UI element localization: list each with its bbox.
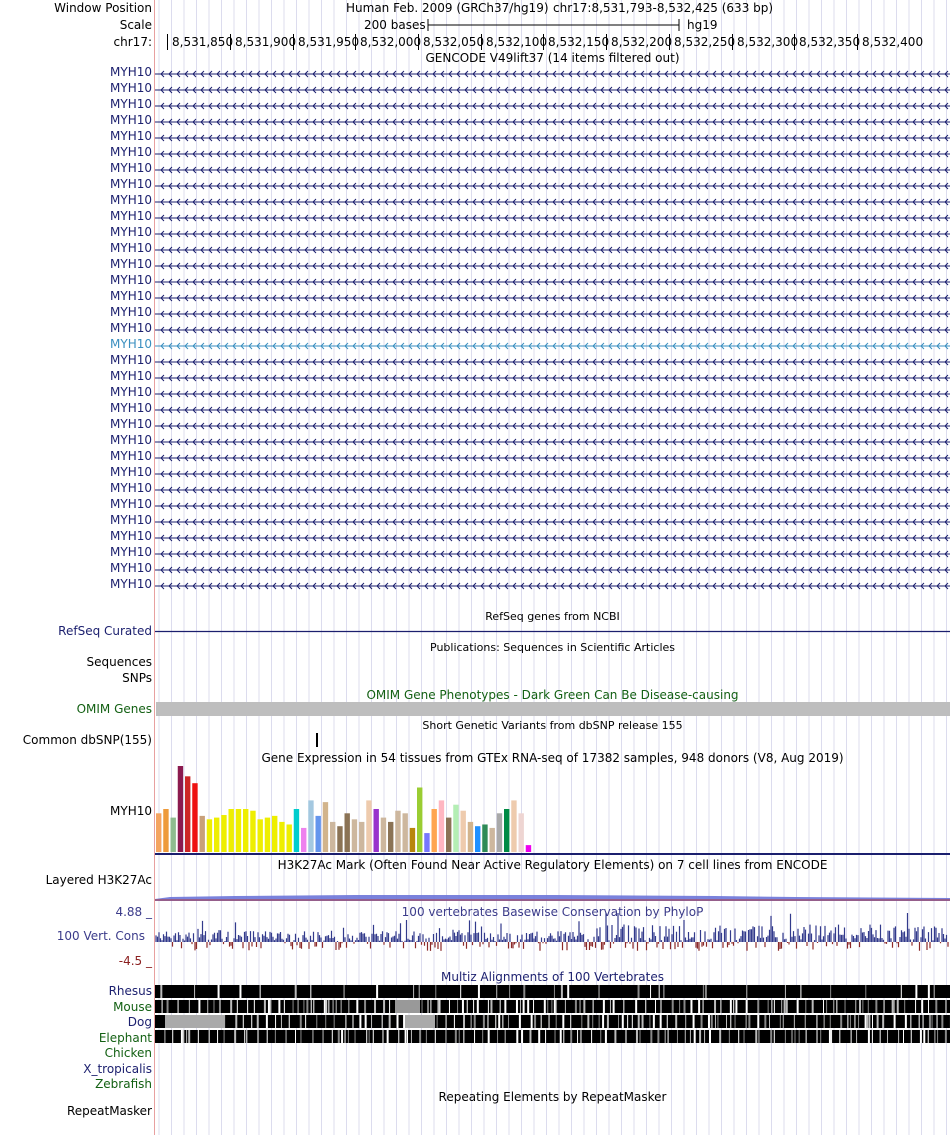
gtex-bar[interactable]: [265, 818, 270, 852]
transcript-line[interactable]: [155, 215, 950, 221]
gencode-row-label[interactable]: MYH10: [110, 241, 152, 255]
ruler-tick: 8,532,150: [543, 34, 609, 50]
ruler-tick: 8,532,400: [857, 34, 923, 50]
gtex-bar[interactable]: [207, 819, 212, 852]
gencode-row-label[interactable]: MYH10: [110, 177, 152, 191]
gtex-bar[interactable]: [330, 822, 335, 852]
transcript-line[interactable]: [155, 247, 950, 253]
snp-mark[interactable]: [316, 733, 318, 747]
transcript-line[interactable]: [155, 519, 950, 525]
conservation-track[interactable]: [155, 912, 950, 970]
transcript-line[interactable]: [155, 455, 950, 461]
gtex-bar[interactable]: [395, 811, 400, 852]
gtex-bar[interactable]: [359, 822, 364, 852]
transcript-line[interactable]: [155, 87, 950, 93]
gtex-bar[interactable]: [388, 822, 393, 852]
gencode-row-label[interactable]: MYH10: [110, 401, 152, 415]
refseq-label[interactable]: RefSeq Curated: [58, 624, 152, 638]
gencode-row-label[interactable]: MYH10: [110, 113, 152, 127]
gencode-row-label[interactable]: MYH10: [110, 225, 152, 239]
transcript-line[interactable]: [155, 535, 950, 541]
multiz-title: Multiz Alignments of 100 Vertebrates: [440, 970, 665, 984]
gtex-bar[interactable]: [308, 800, 313, 852]
publications-title: Publications: Sequences in Scientific Articles: [430, 641, 675, 654]
gencode-row-label[interactable]: MYH10: [110, 129, 152, 143]
species-label[interactable]: Mouse: [113, 999, 152, 1014]
gencode-row-label[interactable]: MYH10: [110, 417, 152, 431]
gencode-row-label[interactable]: MYH10: [110, 369, 152, 383]
gtex-bar[interactable]: [214, 818, 219, 852]
gencode-row-label[interactable]: MYH10: [110, 561, 152, 575]
gtex-bar[interactable]: [178, 766, 183, 852]
transcript-line[interactable]: [155, 103, 950, 109]
window-position-label: Window Position: [54, 1, 152, 15]
gtex-bar[interactable]: [439, 800, 444, 852]
assembly-text: Human Feb. 2009 (GRCh37/hg19): [346, 1, 549, 15]
gtex-bar[interactable]: [461, 811, 466, 852]
dbsnp-label[interactable]: Common dbSNP(155): [22, 733, 152, 747]
gtex-bar[interactable]: [424, 833, 429, 852]
gtex-bar[interactable]: [163, 809, 168, 852]
chrom-label: chr17:: [113, 35, 152, 49]
h3k27ac-title: H3K27Ac Mark (Often Found Near Active Regulatory Elements) on 7 cell lines from ENCODE: [277, 858, 828, 872]
gtex-bar[interactable]: [403, 813, 408, 852]
transcript-line[interactable]: [155, 583, 950, 589]
gtex-bar[interactable]: [221, 815, 226, 852]
gtex-bar[interactable]: [366, 800, 371, 852]
gencode-row-label[interactable]: MYH10: [110, 273, 152, 287]
gtex-bar[interactable]: [453, 805, 458, 852]
gtex-bar[interactable]: [258, 819, 263, 852]
ruler-tick: 8,532,000: [355, 34, 421, 50]
gtex-bar[interactable]: [156, 813, 161, 852]
gencode-row-label[interactable]: MYH10: [110, 81, 152, 95]
scale-bar: [427, 17, 681, 33]
scale-text: 200 bases: [364, 18, 426, 32]
cons-max-label: 4.88 _: [115, 905, 152, 919]
transcript-line[interactable]: [155, 327, 950, 333]
species-label[interactable]: Chicken: [104, 1046, 152, 1060]
cons-negative: [173, 942, 949, 951]
gencode-row-label[interactable]: MYH10: [110, 257, 152, 271]
gtex-bar[interactable]: [381, 818, 386, 852]
gtex-bar[interactable]: [236, 809, 241, 852]
gtex-bar[interactable]: [468, 822, 473, 852]
gencode-row-label[interactable]: MYH10: [110, 145, 152, 159]
ruler-tick: 8,532,350: [794, 34, 860, 50]
gtex-bar[interactable]: [482, 824, 487, 852]
h3k27ac-track[interactable]: [155, 872, 950, 902]
transcript-line[interactable]: [155, 343, 950, 349]
transcript-line[interactable]: [155, 279, 950, 285]
gencode-row-label[interactable]: MYH10: [110, 465, 152, 479]
db-text: hg19: [687, 18, 718, 32]
cons-positive: [156, 913, 947, 942]
ruler-tick: 8,531,950: [293, 34, 359, 50]
gtex-bar[interactable]: [345, 813, 350, 852]
gencode-row-label[interactable]: MYH10: [110, 481, 152, 495]
alignment-row[interactable]: [155, 985, 950, 998]
gtex-bar[interactable]: [171, 818, 176, 852]
gtex-bar[interactable]: [316, 816, 321, 852]
gtex-bar[interactable]: [287, 824, 292, 852]
gencode-row-label[interactable]: MYH10: [110, 577, 152, 591]
cons-min-label: -4.5 _: [118, 954, 152, 968]
gtex-chart[interactable]: [155, 764, 950, 856]
gtex-bar[interactable]: [504, 809, 509, 852]
gtex-bar[interactable]: [352, 819, 357, 852]
gtex-bar[interactable]: [185, 776, 190, 852]
conservation-title: 100 vertebrates Basewise Conservation by PhyloP: [401, 905, 704, 919]
transcript-line[interactable]: [155, 231, 950, 237]
transcript-line[interactable]: [155, 311, 950, 317]
gtex-bar[interactable]: [243, 809, 248, 852]
gencode-row-label[interactable]: MYH10: [110, 209, 152, 223]
species-label[interactable]: Elephant: [98, 1030, 152, 1045]
gtex-bar[interactable]: [519, 813, 524, 852]
gencode-row-label[interactable]: MYH10: [110, 529, 152, 543]
gtex-bar[interactable]: [250, 811, 255, 852]
gtex-bar[interactable]: [279, 822, 284, 852]
transcript-line[interactable]: [155, 375, 950, 381]
gtex-bar[interactable]: [446, 818, 451, 852]
ruler-tick: 8,532,250: [669, 34, 735, 50]
transcript-line[interactable]: [155, 503, 950, 509]
repeatmasker-label[interactable]: RepeatMasker: [66, 1104, 152, 1118]
alignment-row[interactable]: [155, 1000, 950, 1013]
transcript-line[interactable]: [155, 487, 950, 493]
snps-label[interactable]: SNPs: [122, 671, 152, 685]
transcript-line[interactable]: [155, 407, 950, 413]
transcript-line[interactable]: [155, 183, 950, 189]
gencode-title: GENCODE V49lift37 (14 items filtered out): [425, 51, 680, 65]
transcript-line[interactable]: [155, 551, 950, 557]
gencode-row-label[interactable]: MYH10: [110, 353, 152, 367]
gtex-bar[interactable]: [475, 826, 480, 852]
transcript-line[interactable]: [155, 119, 950, 125]
transcript-line[interactable]: [155, 295, 950, 301]
sequences-label[interactable]: Sequences: [86, 655, 152, 669]
species-label[interactable]: Rhesus: [108, 984, 152, 998]
gtex-bar[interactable]: [229, 809, 234, 852]
gtex-bar[interactable]: [417, 788, 422, 853]
species-label[interactable]: X_tropicalis: [83, 1061, 152, 1076]
species-label[interactable]: Dog: [127, 1015, 152, 1029]
gtex-title: Gene Expression in 54 tissues from GTEx RNA-seq of 17382 samples, 948 donors (V8, Aug 2019): [261, 751, 844, 765]
ruler-tick: 8,531,850: [167, 34, 233, 50]
alignment-row[interactable]: [155, 1015, 950, 1028]
ruler-tick: 8,532,050: [418, 34, 484, 50]
gtex-bar[interactable]: [301, 828, 306, 852]
refseq-title: RefSeq genes from NCBI: [485, 610, 620, 623]
chrom-ruler[interactable]: [155, 34, 950, 50]
gtex-bar[interactable]: [272, 816, 277, 852]
transcript-line[interactable]: [155, 135, 950, 141]
ruler-tick: 8,531,900: [230, 34, 296, 50]
gencode-row-label[interactable]: MYH10: [110, 337, 152, 351]
transcript-line[interactable]: [155, 151, 950, 157]
gtex-bar[interactable]: [337, 826, 342, 852]
gencode-row-label[interactable]: MYH10: [110, 497, 152, 511]
gtex-bar[interactable]: [511, 800, 516, 852]
transcript-line[interactable]: [155, 263, 950, 269]
omim-bar[interactable]: [156, 702, 950, 716]
position-text: chr17:8,531,793-8,532,425 (633 bp): [553, 1, 774, 15]
gencode-row-label[interactable]: MYH10: [110, 161, 152, 175]
gencode-row-label[interactable]: MYH10: [110, 65, 152, 79]
ruler-tick: 8,532,100: [481, 34, 547, 50]
gencode-row-label[interactable]: MYH10: [110, 449, 152, 463]
transcript-line[interactable]: [155, 71, 950, 77]
multiz-track[interactable]: [155, 984, 950, 1044]
scale-label: Scale: [119, 18, 152, 32]
gtex-bar[interactable]: [323, 802, 328, 852]
gtex-label[interactable]: MYH10: [110, 804, 152, 818]
alignment-row[interactable]: [155, 1030, 950, 1043]
gtex-bar[interactable]: [526, 845, 531, 852]
transcript-line[interactable]: [155, 423, 950, 429]
gencode-row-label[interactable]: MYH10: [110, 97, 152, 111]
conservation-label[interactable]: 100 Vert. Cons: [56, 929, 145, 943]
gtex-bar[interactable]: [432, 809, 437, 852]
gencode-row-label[interactable]: MYH10: [110, 513, 152, 527]
gencode-row-label[interactable]: MYH10: [110, 385, 152, 399]
repeatmasker-title: Repeating Elements by RepeatMasker: [438, 1090, 667, 1104]
transcript-line[interactable]: [155, 359, 950, 365]
gencode-row-label[interactable]: MYH10: [110, 433, 152, 447]
gencode-row-label[interactable]: MYH10: [110, 321, 152, 335]
ruler-tick: 8,532,300: [732, 34, 798, 50]
transcript-line[interactable]: [155, 471, 950, 477]
gtex-bar[interactable]: [200, 816, 205, 852]
omim-label[interactable]: OMIM Genes: [76, 702, 152, 716]
gtex-bar[interactable]: [294, 809, 299, 852]
h3k27ac-label[interactable]: Layered H3K27Ac: [45, 873, 152, 887]
gtex-bar[interactable]: [410, 828, 415, 852]
transcript-line[interactable]: [155, 439, 950, 445]
gencode-row-label[interactable]: MYH10: [110, 545, 152, 559]
gencode-row-label[interactable]: MYH10: [110, 305, 152, 319]
transcript-line[interactable]: [155, 391, 950, 397]
ruler-tick: 8,532,200: [606, 34, 672, 50]
gtex-bar[interactable]: [490, 828, 495, 852]
transcript-line[interactable]: [155, 167, 950, 173]
gtex-bar[interactable]: [374, 809, 379, 852]
gencode-row-label[interactable]: MYH10: [110, 193, 152, 207]
species-label[interactable]: Zebrafish: [95, 1077, 152, 1091]
gtex-bar[interactable]: [192, 783, 197, 852]
gencode-track[interactable]: [155, 66, 950, 610]
gencode-row-label[interactable]: MYH10: [110, 289, 152, 303]
transcript-line[interactable]: [155, 199, 950, 205]
dbsnp-title: Short Genetic Variants from dbSNP release 155: [422, 719, 683, 732]
gtex-bar[interactable]: [497, 813, 502, 852]
refseq-track[interactable]: [155, 630, 950, 633]
omim-title: OMIM Gene Phenotypes - Dark Green Can Be Disease-causing: [366, 688, 739, 702]
transcript-line[interactable]: [155, 567, 950, 573]
